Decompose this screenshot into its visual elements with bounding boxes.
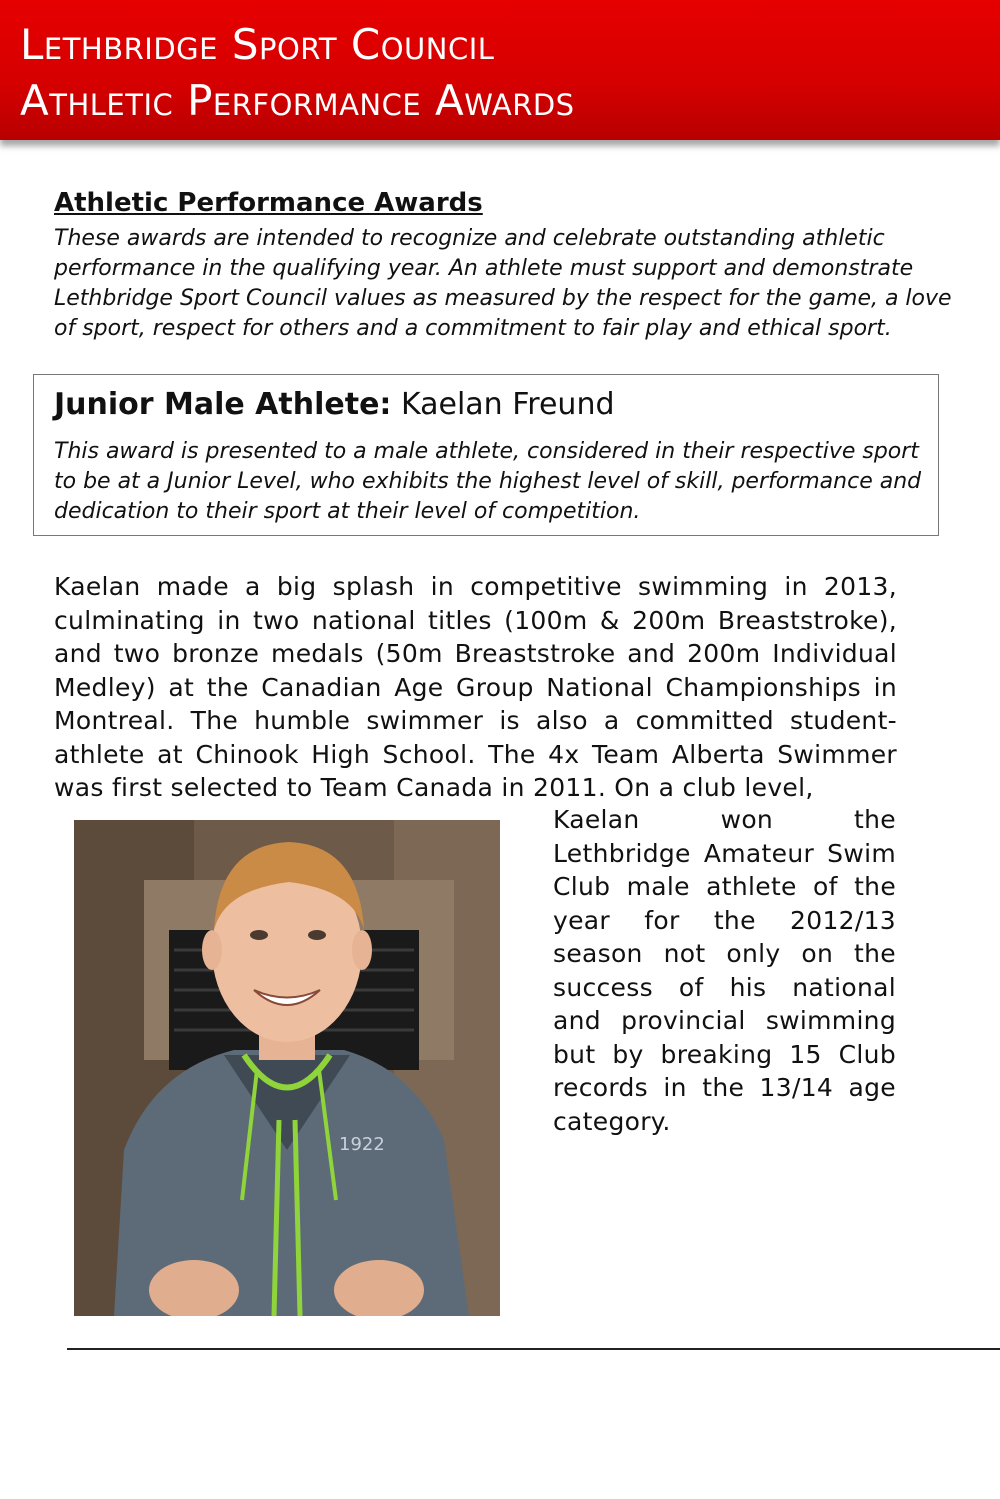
- intro-text: These awards are intended to recognize and celebrate outstanding athletic performance in the qualifying year. An athlete must support and demonstrate Lethbridge Sport Council values as measured by the respect for the game, a love of sport, respect for others and a commitment to fair play and ethical sport.: [54, 226, 952, 341]
- hoodie-text: 1922: [339, 1134, 385, 1155]
- award-recipient: Kaelan Freund: [400, 387, 615, 422]
- award-label: Junior Male Athlete:: [54, 387, 392, 422]
- header-title-line2: Athletic Performance Awards: [20, 76, 575, 125]
- award-description: This award is presented to a male athlete, considered in their respective sport to be at a Junior Level, who exhibits the highest level of skill, performance and dedication to their sport at their level of competition.: [54, 439, 922, 524]
- body-paragraph: Kaelan made a big splash in competitive swimming in 2013, culminating in two national titles (100m & 200m Breaststroke), and two bronze medals (50m Breaststroke and 200m Individual Medley) at the Canadian Age Group National Championships in Montreal. The humble swimmer is also a committed student-athlete at Chinook High School. The 4x Team Alberta Swimmer was first selected to Team Canada in 2011. On a club level,: [54, 572, 897, 802]
- award-box: [33, 374, 939, 536]
- header-banner: [0, 0, 1000, 140]
- award-heading: [54, 387, 615, 422]
- header-title-line1: Lethbridge Sport Council: [20, 20, 495, 69]
- intro-title: Athletic Performance Awards: [54, 188, 483, 218]
- side-paragraph: Kaelan won the Lethbridge Amateur Swim Club male athlete of the year for the 2012/13 season not only on the success of his national and provincial swimming but by breaking 15 Club records in the 13/14 age category.: [553, 805, 896, 1136]
- footer-rule: [67, 1348, 1000, 1350]
- athlete-portrait-icon: [74, 820, 500, 1316]
- athlete-photo: [74, 820, 500, 1316]
